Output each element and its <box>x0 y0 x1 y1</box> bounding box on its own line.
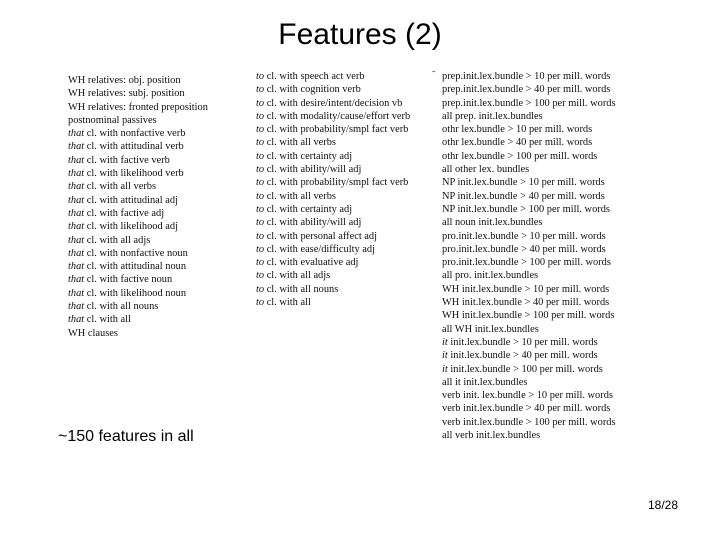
feature-item <box>68 207 208 220</box>
feature-item-text: WH init.lex.bundle > 10 per mill. words <box>442 283 610 295</box>
feature-item-text: othr lex.bundle > 100 per mill. words <box>442 150 598 162</box>
feature-item <box>442 283 616 296</box>
feature-item-text: init.lex.bundle > 100 per mill. words <box>447 363 603 375</box>
feature-item-text: cl. with probability/smpl fact verb <box>264 177 409 189</box>
feature-item-text: cl. with certainty adj <box>264 150 353 162</box>
feature-item-text: cl. with personal affect adj <box>264 230 378 242</box>
feature-item-text: cl. with all adjs <box>84 234 151 246</box>
feature-item <box>68 101 208 114</box>
feature-item-text: cl. with likelihood adj <box>84 221 178 233</box>
feature-item-prefix: to <box>256 243 265 255</box>
feature-item-prefix: to <box>256 177 265 189</box>
feature-item-text: all noun init.lex.bundles <box>442 217 543 229</box>
feature-item <box>442 203 616 216</box>
feature-item-text: cl. with nonfactive noun <box>84 247 188 259</box>
feature-item-text: WH relatives: subj. position <box>68 88 185 100</box>
slide-title: Features (2) <box>278 18 442 51</box>
feature-item-text: cl. with ability/will adj <box>264 164 362 176</box>
feature-item-text: WH clauses <box>68 327 118 339</box>
feature-item <box>442 110 616 123</box>
feature-item-text: postnominal passives <box>68 114 157 126</box>
feature-item <box>442 97 616 110</box>
feature-item-text: verb init. lex.bundle > 10 per mill. words <box>442 390 613 402</box>
feature-item-prefix: that <box>68 221 85 233</box>
feature-item-prefix: that <box>68 314 85 326</box>
feature-item <box>442 123 616 136</box>
feature-item-text: prep.init.lex.bundle > 10 per mill. words <box>442 71 611 82</box>
feature-item-prefix: to <box>256 203 265 215</box>
page-number: 18/28 <box>647 498 678 512</box>
feature-item <box>256 203 410 216</box>
feature-item <box>256 163 410 176</box>
feature-item <box>442 349 616 362</box>
feature-item <box>68 327 208 340</box>
feature-item-prefix: that <box>68 128 85 140</box>
feature-item <box>68 167 208 180</box>
feature-item-text: cl. with all <box>264 297 311 309</box>
feature-item-prefix: that <box>68 194 85 206</box>
feature-item-prefix: that <box>68 154 85 166</box>
feature-item <box>68 313 208 326</box>
feature-count-note: ~150 features in all <box>58 428 194 445</box>
feature-item <box>442 83 616 96</box>
feature-item <box>256 150 410 163</box>
feature-item-text: pro.init.lex.bundle > 100 per mill. words <box>442 257 611 269</box>
feature-item-text: cl. with certainty adj <box>264 203 353 215</box>
feature-item <box>442 309 616 322</box>
feature-item <box>442 323 616 336</box>
feature-item-prefix: that <box>68 274 85 286</box>
feature-item-text: all verb init.lex.bundles <box>442 430 541 442</box>
feature-item <box>442 389 616 402</box>
feature-item <box>68 140 208 153</box>
feature-item-text: all pro. init.lex.bundles <box>442 270 539 282</box>
feature-item-text: cl. with all <box>84 314 131 326</box>
feature-item-text: all it init.lex.bundles <box>442 376 528 388</box>
feature-item-text: cl. with all nouns <box>264 283 339 295</box>
feature-item <box>256 83 410 96</box>
feature-item <box>442 150 616 163</box>
feature-item <box>442 336 616 349</box>
feature-item-text: cl. with likelihood noun <box>84 287 187 299</box>
feature-item-prefix: it <box>442 350 448 362</box>
feature-item-text: NP init.lex.bundle > 40 per mill. words <box>442 190 605 202</box>
feature-item-text: all prep. init.lex.bundles <box>442 110 543 122</box>
feature-item-prefix: to <box>256 283 265 295</box>
feature-item-text: cl. with all verbs <box>264 190 336 202</box>
feature-item-prefix: that <box>68 301 85 313</box>
feature-item-prefix: to <box>256 297 265 309</box>
feature-item-text: cl. with attitudinal verb <box>84 141 184 153</box>
feature-item <box>256 283 410 296</box>
feature-item-text: all WH init.lex.bundles <box>442 323 539 335</box>
feature-item <box>442 70 616 83</box>
feature-item-text: cl. with nonfactive verb <box>84 128 186 140</box>
feature-item-prefix: to <box>256 110 265 122</box>
feature-item <box>442 416 616 429</box>
feature-item <box>68 247 208 260</box>
feature-item-text: cl. with all adjs <box>264 270 331 282</box>
feature-item-text: pro.init.lex.bundle > 40 per mill. words <box>442 243 606 255</box>
feature-item <box>442 269 616 282</box>
feature-item <box>442 363 616 376</box>
feature-item-text: cl. with likelihood verb <box>84 168 184 180</box>
feature-item-text: WH init.lex.bundle > 40 per mill. words <box>442 297 610 309</box>
feature-item-prefix: that <box>68 247 85 259</box>
feature-item-prefix: that <box>68 287 85 299</box>
feature-item <box>256 243 410 256</box>
feature-item <box>68 87 208 100</box>
feature-item <box>256 256 410 269</box>
feature-item <box>256 110 410 123</box>
feature-item <box>256 230 410 243</box>
feature-item <box>442 243 616 256</box>
feature-item-prefix: to <box>256 137 265 149</box>
feature-item-prefix: to <box>256 71 265 82</box>
feature-item-text: prep.init.lex.bundle > 40 per mill. words <box>442 84 611 96</box>
feature-item-prefix: that <box>68 181 85 193</box>
feature-column-1 <box>68 74 208 340</box>
feature-item-text: cl. with all nouns <box>84 301 159 313</box>
feature-item-prefix: that <box>68 261 85 273</box>
feature-column-3 <box>442 70 616 442</box>
feature-item-text: cl. with ease/difficulty adj <box>264 243 375 255</box>
feature-item <box>68 234 208 247</box>
feature-item <box>256 269 410 282</box>
feature-item <box>68 220 208 233</box>
feature-item <box>68 287 208 300</box>
feature-item-prefix: to <box>256 84 265 96</box>
feature-item-prefix: to <box>256 257 265 269</box>
feature-item <box>442 256 616 269</box>
feature-item-text: pro.init.lex.bundle > 10 per mill. words <box>442 230 606 242</box>
feature-item <box>256 176 410 189</box>
feature-item <box>256 136 410 149</box>
feature-item-text: cl. with modality/cause/effort verb <box>264 110 411 122</box>
feature-item-text: cl. with attitudinal adj <box>84 194 178 206</box>
feature-item-text: cl. with probability/smpl fact verb <box>264 124 409 136</box>
feature-item <box>256 296 410 309</box>
feature-item-text: cl. with factive adj <box>84 207 165 219</box>
feature-item <box>256 70 410 83</box>
feature-item-text: WH init.lex.bundle > 100 per mill. words <box>442 310 615 322</box>
feature-item <box>68 154 208 167</box>
feature-item-text: init.lex.bundle > 10 per mill. words <box>447 336 598 348</box>
feature-item <box>256 123 410 136</box>
feature-item-prefix: to <box>256 217 265 229</box>
feature-item-prefix: to <box>256 124 265 136</box>
feature-item-text: NP init.lex.bundle > 100 per mill. words <box>442 203 610 215</box>
feature-item-text: all other lex. bundles <box>442 164 530 176</box>
feature-item-text: cl. with desire/intent/decision vb <box>264 97 403 109</box>
feature-item-prefix: to <box>256 190 265 202</box>
feature-item-text: cl. with all verbs <box>264 137 336 149</box>
feature-item <box>68 260 208 273</box>
feature-item-prefix: to <box>256 97 265 109</box>
feature-item-prefix: it <box>442 363 448 375</box>
feature-item-text: init.lex.bundle > 40 per mill. words <box>447 350 598 362</box>
feature-item-text: cl. with cognition verb <box>264 84 361 96</box>
feature-item-text: verb init.lex.bundle > 40 per mill. words <box>442 403 611 415</box>
feature-item-prefix: to <box>256 230 265 242</box>
feature-item-prefix: to <box>256 164 265 176</box>
feature-item-text: othr lex.bundle > 10 per mill. words <box>442 124 593 136</box>
feature-item-text: prep.init.lex.bundle > 100 per mill. words <box>442 97 616 109</box>
feature-item-prefix: that <box>68 234 85 246</box>
feature-item <box>68 300 208 313</box>
feature-item <box>256 216 410 229</box>
feature-item <box>68 180 208 193</box>
feature-item-text: verb init.lex.bundle > 100 per mill. words <box>442 416 616 428</box>
feature-item <box>442 376 616 389</box>
feature-item-text: cl. with speech act verb <box>264 71 365 82</box>
feature-item <box>68 194 208 207</box>
feature-item-prefix: that <box>68 141 85 153</box>
feature-item-prefix: that <box>68 168 85 180</box>
feature-item-text: cl. with evaluative adj <box>264 257 359 269</box>
feature-item <box>442 136 616 149</box>
feature-item <box>256 97 410 110</box>
feature-item-text: cl. with factive verb <box>84 154 170 166</box>
feature-item <box>442 230 616 243</box>
feature-item <box>442 429 616 442</box>
bullet-mark: ˜ <box>432 70 436 81</box>
feature-item-text: cl. with attitudinal noun <box>84 261 187 273</box>
feature-item <box>442 176 616 189</box>
feature-item <box>442 296 616 309</box>
feature-item-text: NP init.lex.bundle > 10 per mill. words <box>442 177 605 189</box>
feature-item <box>442 402 616 415</box>
feature-item <box>68 127 208 140</box>
feature-item <box>68 273 208 286</box>
feature-item-prefix: to <box>256 150 265 162</box>
feature-item <box>442 216 616 229</box>
feature-item-text: cl. with all verbs <box>84 181 157 193</box>
feature-item-prefix: it <box>442 336 448 348</box>
feature-item-text: cl. with ability/will adj <box>264 217 362 229</box>
feature-item-text: WH relatives: fronted preposition <box>68 101 208 113</box>
feature-item <box>442 190 616 203</box>
feature-item <box>256 190 410 203</box>
feature-column-2 <box>256 70 410 309</box>
feature-item-prefix: that <box>68 207 85 219</box>
feature-item <box>442 163 616 176</box>
feature-item <box>68 74 208 87</box>
feature-item-text: cl. with factive noun <box>84 274 173 286</box>
feature-item-text: WH relatives: obj. position <box>68 75 181 86</box>
feature-item <box>68 114 208 127</box>
feature-item-prefix: to <box>256 270 265 282</box>
feature-item-text: othr lex.bundle > 40 per mill. words <box>442 137 593 149</box>
